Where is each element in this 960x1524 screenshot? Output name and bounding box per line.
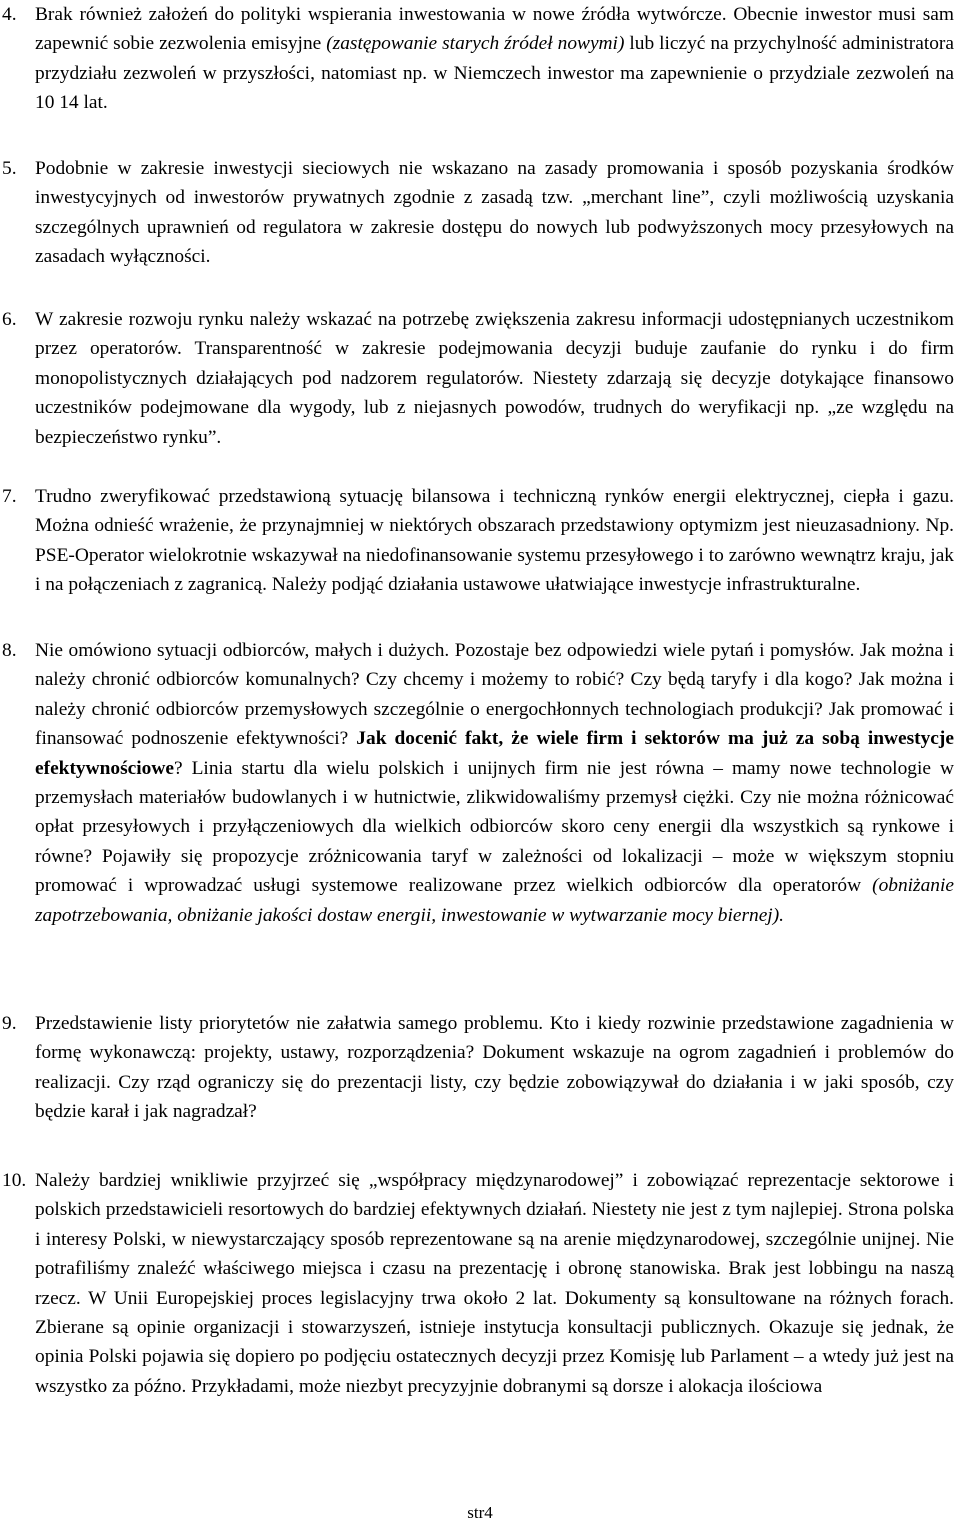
list-item-6 — [0, 305, 954, 452]
list-number: 5. — [2, 158, 17, 179]
list-item-5 — [0, 154, 954, 272]
list-number: 4. — [2, 4, 17, 25]
list-item-9 — [0, 1009, 954, 1127]
italic-text: (obniżanie zapotrzebowania, obniżanie jakości dostaw energii, inwestowanie w wytwarzanie mocy biernej). — [35, 875, 954, 926]
text-run: Nie omówiono sytuacji odbiorców, małych i dużych. Pozostaje bez odpowiedzi wiele pytań i pomysłów. Jak można i należy chronić odbiorców komunalnych? Czy chcemy i możemy to robić? Czy będą taryfy i dla kogo? Jak można i należy chronić odbiorców przemysłowych szczególnie o energochłonnych technologiach produkcji? Jak promować i finansować podnoszenie efektywności? — [35, 640, 954, 750]
list-number: 10. — [2, 1170, 27, 1191]
paragraph-text: Przedstawienie listy priorytetów nie załatwia samego problemu. Kto i kiedy rozwinie przedstawione zagadnienia w formę wykonawczą: projekty, ustawy, rozporządzenia? Dokument wskazuje na ogrom zagadnień i problemów do realizacji. Czy rząd ograniczy się do prezentacji listy, czy będzie zobowiązywał do działania i w jaki sposób, czy będzie karał i jak nagradzał? — [35, 1013, 954, 1123]
paragraph-text: Trudno zweryfikować przedstawioną sytuację bilansowa i techniczną rynków energii elektrycznej, ciepła i gazu. Można odnieść wrażenie, że przynajmniej w niektórych obszarach przedstawiony optymizm jest nieuzasadniony. Np. PSE-Operator wielokrotnie wskazywał na niedofinansowanie systemu przesyłowego i to zarówno wewnątrz kraju, jak i na połączeniach z zagranicą. Należy podjąć działania ustawowe ułatwiające inwestycje infrastrukturalne. — [35, 486, 954, 596]
list-item-10 — [0, 1166, 954, 1401]
paragraph-text: W zakresie rozwoju rynku należy wskazać na potrzebę zwiększenia zakresu informacji udostępnianych uczestnikom przez operatorów. Transparentność w zakresie podejmowania decyzji buduje zaufanie do rynku i do firm monopolistycznych działających pod nadzorem regulatorów. Niestety zdarzają się decyzje dotykające finansowo uczestników podejmowane dla wygody, lub z niejasnych powodów, trudnych do weryfikacji np. „ze względu na bezpieczeństwo rynku”. — [35, 309, 954, 448]
paragraph-text — [35, 636, 954, 930]
page-number: str4 — [467, 1503, 493, 1522]
paragraph-text: Podobnie w zakresie inwestycji sieciowych nie wskazano na zasady promowania i sposób pozyskania środków inwestycyjnych od inwestorów prywatnych zgodnie z zasadą tzw. „merchant line”, czyli możliwością uzyskania szczególnych uprawnień od regulatora w zakresie dostępu do nowych lub podwyższonych mocy przesyłowych na zasadach wyłączności. — [35, 158, 954, 268]
list-item-4 — [0, 0, 954, 118]
paragraph-text — [35, 0, 954, 118]
list-number: 7. — [2, 486, 17, 507]
italic-text: (zastępowanie starych źródeł nowymi) — [326, 33, 625, 55]
text-run: ? Linia startu dla wielu polskich i unijnych firm nie jest równa – mamy nowe technologie w przemysłach materiałów budowlanych i w hutnictwie, zlikwidowaliśmy przemysł ciężki. Czy nie można różnicować opłat przesyłowych i przyłączeniowych dla wielkich odbiorców skoro ceny energii dla wszystkich są rynkowe i równe? Pojawiły się propozycje zróżnicowania taryf w zależności od lokalizacji – może w większym stopniu promować i wprowadzać usługi systemowe realizowane przez wielkich odbiorców dla operatorów — [35, 757, 954, 897]
list-number: 8. — [2, 640, 17, 661]
list-number: 9. — [2, 1013, 17, 1034]
paragraph-text: Należy bardziej wnikliwie przyjrzeć się „współpracy międzynarodowej” i zobowiązać reprezentacje sektorowe i polskich przedstawicieli resortowych do bardziej efektywnych działań. Niestety nie jest z tym najlepiej. Strona polska i interesy Polski, w niewystarczający sposób reprezentowane są na arenie międzynarodowej, szczególnie unijnej. Nie potrafiliśmy znaleźć właściwego miejsca i czasu na prezentację i obronę stanowiska. Brak jest lobbingu na naszą rzecz. W Unii Europejskiej proces legislacyjny trwa około 2 lat. Dokumenty są konsultowane na różnych forach. Zbierane są opinie organizacji i stowarzyszeń, istnieje instytucja konsultacji publicznych. Okazuje się jednak, że opinia Polski pojawia się dopiero po podjęciu ostatecznych decyzji przez Komisję lub Parlament – a wtedy już jest na wszystko za późno. Przykładami, może niezbyt precyzyjnie dobranymi są dorsze i alokacja ilościowa — [35, 1170, 954, 1397]
list-item-7 — [0, 482, 954, 600]
text-run: Brak również założeń do polityki wspierania inwestowania w nowe źródła wytwórcze. Obecnie inwestor musi sam zapewnić sobie zezwolenia emisyjne — [35, 4, 954, 55]
list-number: 6. — [2, 309, 17, 330]
list-item-8 — [0, 636, 954, 930]
text-run: lub liczyć na przychylność administratora przydziału zezwoleń w przyszłości, natomiast np. w Niemczech inwestor ma zapewnienie o przydziale zezwoleń na 10 14 lat. — [35, 33, 954, 114]
bold-text: Jak docenić fakt, że wiele firm i sektorów ma już za sobą inwestycje efektywnościowe — [35, 728, 954, 779]
